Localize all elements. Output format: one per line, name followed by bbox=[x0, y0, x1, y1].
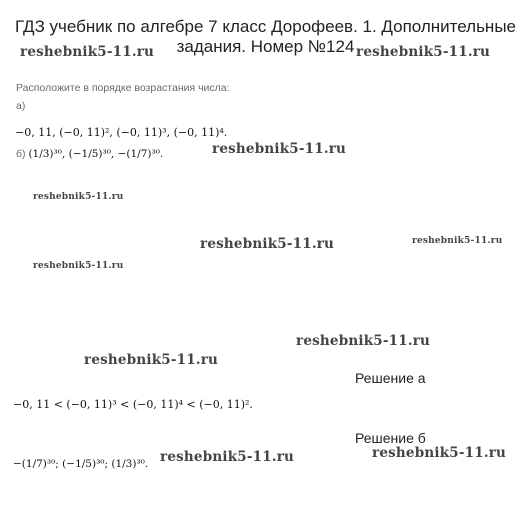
part-a-numbers bbox=[15, 126, 227, 139]
watermark: reshebnik5-11.ru bbox=[20, 44, 155, 60]
watermark: reshebnik5-11.ru bbox=[33, 192, 124, 202]
part-a-label: а) bbox=[16, 100, 26, 112]
watermark: reshebnik5-11.ru bbox=[84, 352, 219, 368]
watermark: reshebnik5-11.ru bbox=[33, 261, 124, 271]
solution-b-heading: Решение б bbox=[355, 430, 426, 446]
task-prompt: Расположите в порядке возрастания числа: bbox=[16, 82, 230, 94]
page-title: ГДЗ учебник по алгебре 7 класс Дорофеев. 1. Дополнительные задания. Номер №124 bbox=[14, 17, 516, 56]
solution-a-heading: Решение а bbox=[355, 370, 426, 386]
watermark: reshebnik5-11.ru bbox=[296, 333, 431, 349]
watermark: reshebnik5-11.ru bbox=[200, 236, 335, 252]
part-b-expression: (1/3)³⁰, (−1/5)³⁰, −(1/7)³⁰. bbox=[28, 148, 164, 160]
watermark: reshebnik5-11.ru bbox=[212, 141, 347, 157]
watermark: reshebnik5-11.ru bbox=[160, 449, 295, 465]
watermark: reshebnik5-11.ru bbox=[412, 236, 503, 246]
solution-b-answer: −(1/7)³⁰; (−1/5)³⁰; (1/3)³⁰. bbox=[13, 458, 149, 470]
solution-a-answer: −0, 11 < (−0, 11)³ < (−0, 11)⁴ < (−0, 11)². bbox=[13, 398, 253, 411]
watermark: reshebnik5-11.ru bbox=[356, 44, 491, 60]
watermark: reshebnik5-11.ru bbox=[372, 445, 507, 461]
part-a-expression: −0, 11, (−0, 11)², (−0, 11)³, (−0, 11)⁴. bbox=[15, 126, 228, 139]
part-b-row bbox=[16, 148, 163, 160]
part-b-label: б) bbox=[16, 148, 26, 160]
